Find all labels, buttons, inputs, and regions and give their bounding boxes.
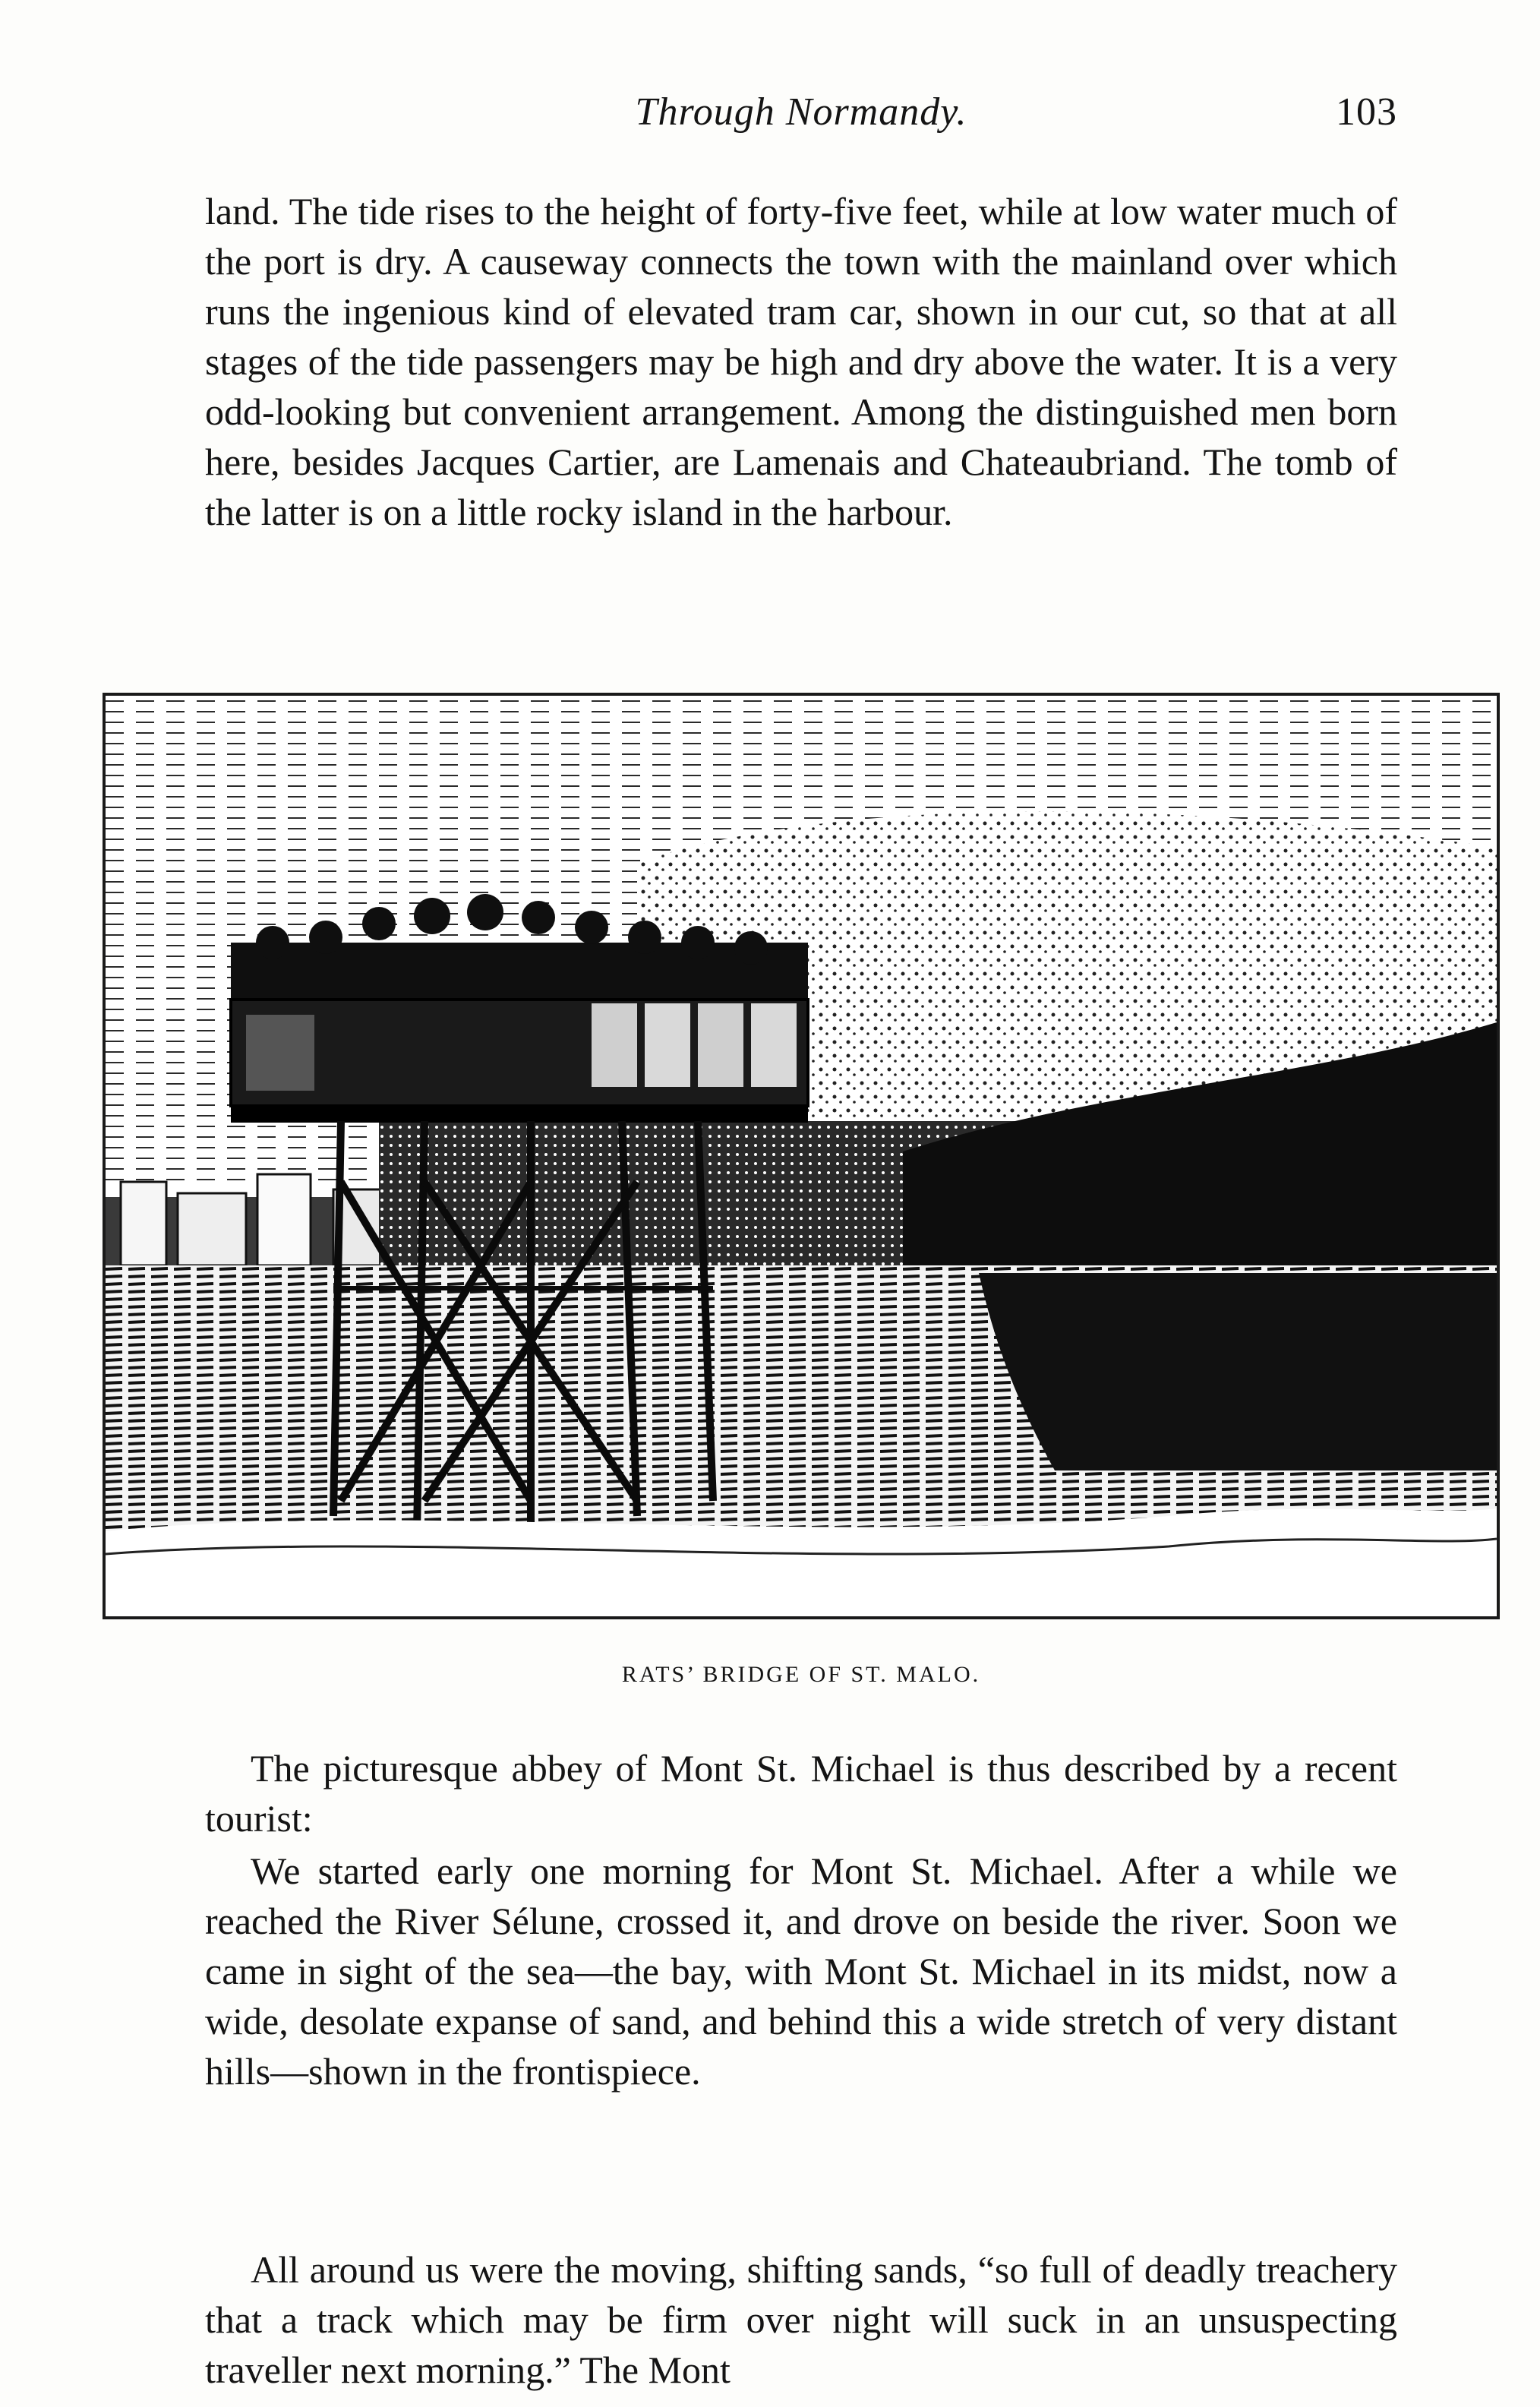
paragraph-mont-st-michael: The picturesque abbey of Mont St. Michael is thus described by a recent tourist: (205, 1747, 1397, 1840)
headland-reflection (979, 1273, 1497, 1470)
page-number: 103 (1336, 90, 1397, 134)
paragraph-tourist-account: We started early one morning for Mont St. Michael. After a while we reached the River Sélune, crossed it, and drove on beside the river. Soon we came in sight of the sea—the bay, with Mont St. Michael in its midst, now a wide, desolate expanse of sand, and behind this a wide stretch of very distant hills—shown in the frontispiece. (205, 1849, 1397, 2093)
engraving-rats-bridge (103, 693, 1500, 1619)
engraving-illustration (106, 696, 1497, 1616)
figure-caption: RATS’ BRIDGE OF ST. MALO. (621, 1662, 981, 1687)
running-title: Through Normandy. (635, 90, 967, 134)
paragraph-shifting-sands: All around us were the moving, shifting sands, “so full of deadly treachery that a track which may be firm over night will suck in an unsuspecting traveller next morning.” The Mont (205, 2248, 1397, 2391)
paragraph-st-malo: land. The tide rises to the height of forty-five feet, while at low water much of the port is dry. A causeway connects the town with the mainland over which runs the ingenious kind of elevated tram car, shown in our cut, so that at all stages of the tide passengers may be high and dry above the water. It is a very odd-looking but convenient arrangement. Among the distinguished men born here, besides Jacques Cartier, are Lamenais and Chateaubriand. The tomb of the latter is on a little rocky island in the harbour. (205, 190, 1397, 533)
page-header (205, 90, 1397, 150)
